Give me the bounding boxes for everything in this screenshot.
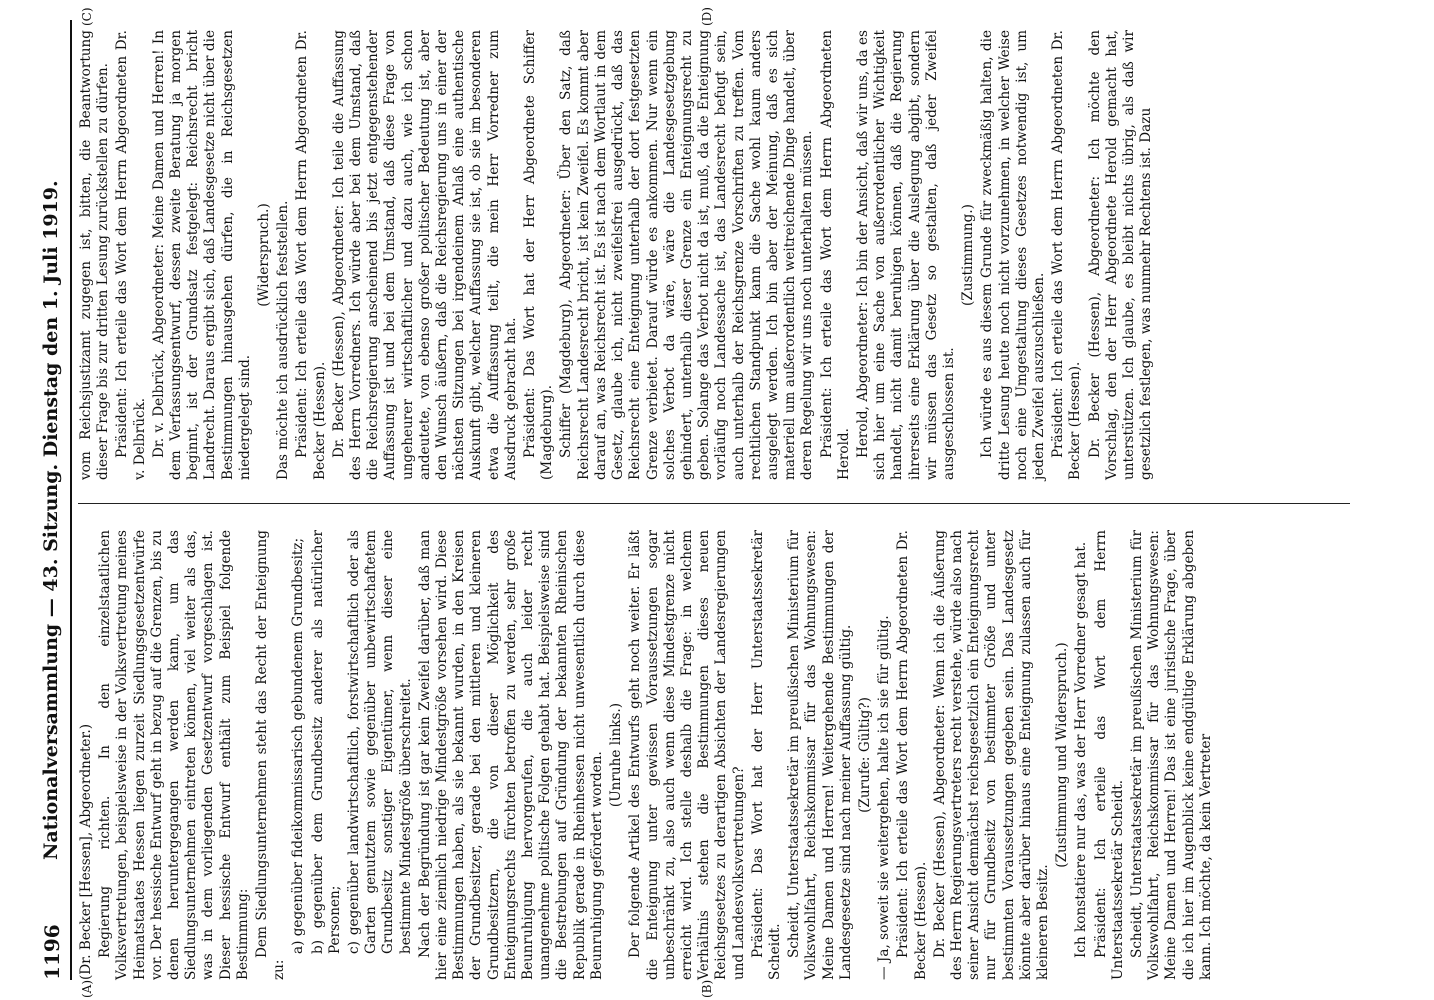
header-rule xyxy=(70,20,72,980)
left-paragraph: Ich konstatiere nur das, was der Herr Vorredner gesagt hat. xyxy=(1073,541,1090,958)
left-paragraph: (Dr. Becker [Hessen], Abgeordneter.) xyxy=(78,723,94,980)
margin-marker-b: (B) xyxy=(700,979,714,998)
left-paragraph: — Ja, soweit sie weitergehen, halte ich sie für gültig. xyxy=(876,615,893,980)
right-paragraph: Dr. Becker (Hessen), Abgeordneter: Ich teile die Auffassung des Herrn Vorredners. Ich würde aber bei dem Umstand, daß die Reichsregierung anscheinend bis jetzt entgegenstehender Auffassung ist und bei dem Umstand, daß diese Frage von ungeheurer wirtschaftlicher und dazu auch, wie ich schon andeutete, von ebenso großer politischer Bedeutung ist, aber den Wunsch äußern, daß die Reichsregierung uns in einer der nächsten Sitzungen bei irgendeinem Anlaß eine authentische Auskunft gibt, welcher Auffassung sie ist, ob sie im besonderen etwa die Auffassung teilt, die mein Herr Vorredner zum Ausdruck gebracht hat. xyxy=(330,30,519,480)
margin-marker-c: (C) xyxy=(80,7,94,26)
left-paragraph: (Zustimmung und Widerspruch.) xyxy=(1054,642,1071,868)
right-paragraph: Schiffer (Magdeburg), Abgeordneter: Über den Satz, daß Reichsrecht Landesrecht bricht, ist kein Zweifel. Es kommt aber darauf an, was Reichsrecht ist. Es ist nach dem Wortlaut in dem Gesetz, glaube ich, nicht zweifelsfrei ausgedrückt, daß das Reichsrecht eine Enteignung unterhalb der dort festgesetzten Grenze verbietet. Darauf würde es ankommen. Nur wenn ein solches Verbot da wäre, wäre die Landesgesetzgebung gehindert, unterhalb dieser Grenze ein Enteignungsrecht zu geben. Solange das Verbot nicht da ist, muß, da die Enteignung vorläufig noch Landessache ist, das Landesrecht befugt sein, auch unterhalb der Reichsgrenze Vorschriften zu treffen. Vom rechtlichen Standpunkt kann die Sache wohl kaum anders ausgelegt werden. Ich bin aber der Meinung, daß es sich materiell um außerordentlich weitreichende Dinge handelt, über deren Regelung wir uns noch unterhalten müssen. xyxy=(558,30,816,480)
left-column xyxy=(78,530,1217,980)
right-paragraph: Präsident: Ich erteile das Wort dem Herrn Abgeordneten Dr. Becker (Hessen). xyxy=(294,30,328,480)
left-paragraph: Präsident: Das Wort hat der Herr Unterstaatssekretär Scheidt. xyxy=(749,530,783,980)
left-paragraph: Präsident: Ich erteile das Wort dem Herrn Unterstaatssekretär Scheidt. xyxy=(1092,530,1126,980)
left-paragraph: b) gegenüber dem Grundbesitz anderer als natürlicher Personen; xyxy=(309,530,343,954)
left-paragraph: c) gegenüber landwirtschaftlich, forstwirtschaftlich oder als Garten genutztem sowie gegenüber unbewirtschaftetem Grundbesitz sonstiger Eigentümer, wenn dieser eine bestimmte Mindestgröße überschreitet. xyxy=(346,530,414,954)
right-column xyxy=(78,30,1157,480)
left-paragraph: Dr. Becker (Hessen), Abgeordneter: Wenn ich die Äußerung des Herrn Regierungsvertreters recht verstehe, würde also nach seiner Ansicht demnächst reichsgesetzlich ein Enteignungsrecht nur für Grundbesitz von bestimmter Größe und unter bestimmten Voraussetzungen gegeben sein. Das Landesgesetz könnte aber darüber hinaus eine Enteignung zulassen auch für kleineren Besitz. xyxy=(931,530,1051,980)
left-paragraph: Nach der Begründung ist gar kein Zweifel darüber, daß man hier eine ziemlich niedrige Mindestgröße vorsehen wird. Diese Bestimmungen haben, als sie bekannt wurden, in den Kreisen der Grundbesitzer, gerade bei den mittleren und kleineren Grundbesitzern, die von dieser Möglichkeit des Enteignungsrechts fürchten betroffen zu werden, sehr große Beunruhigung hervorgerufen, die auch leider recht unangenehme politische Folgen gehabt hat. Beispielsweise sind die Bestrebungen auf Gründung der bekannten Rheinischen Republik gerade in Rheinhessen nicht unwesentlich durch diese Beunruhigung gefördert worden. xyxy=(416,530,605,980)
left-paragraph: (Unruhe links.) xyxy=(608,702,625,808)
margin-marker-d: (D) xyxy=(700,7,714,26)
right-paragraph: vom Reichsjustizamt zugegen ist, bitten, die Beantwortung dieser Frage bis zur dritten Lesung zurückstellen zu dürfen. xyxy=(78,30,112,480)
left-paragraph: (Zurufe: Gültig?) xyxy=(856,697,873,813)
left-paragraph: Regierung richten. In den einzelstaatlichen Volksvertretungen, beispielsweise in der Volksvertretung meines Heimatstaates Hessen liegen zurzeit Siedlungsgesetzentwürfe vor. Der hessische Entwurf geht in bezug auf die Grenzen, bis zu denen heruntergegangen werden kann, um das Siedlungsunternehmen eintreten können, viel weiter als das, was in dem vorliegenden Gesetzentwurf vorgeschlagen ist. Dieser hessische Entwurf enthält zum Beispiel folgende Bestimmung: xyxy=(97,530,251,980)
right-paragraph: (Widerspruch.) xyxy=(256,203,273,307)
page-title: Nationalversammlung — 43. Sitzung. Dienstag den 1. Juli 1919. xyxy=(40,180,62,860)
right-paragraph: Präsident: Ich erteile das Wort dem Herrn Abgeordneten Herold. xyxy=(818,30,852,480)
right-paragraph: Präsident: Ich erteile das Wort dem Herrn Abgeordneten Dr. v. Delbrück. xyxy=(114,30,148,480)
right-paragraph: Präsident: Das Wort hat der Herr Abgeordnete Schiffer (Magdeburg). xyxy=(522,30,556,480)
right-paragraph: Präsident: Ich erteile das Wort dem Herrn Abgeordneten Dr. Becker (Hessen). xyxy=(1050,30,1084,480)
left-paragraph: Der folgende Artikel des Entwurfs geht noch weiter. Er läßt die Enteignung unter gewissen Voraussetzungen sogar unbeschränkt zu, also auch wenn diese Mindestgrenze nicht erreicht wird. Ich stelle deshalb die Frage: in welchem Verhältnis stehen die Bestimmungen dieses neuen Reichsgesetzes zu derartigen Absichten der Landesregierungen und Landesvolksvertretungen? xyxy=(627,530,747,980)
right-paragraph: Herold, Abgeordneter: Ich bin der Ansicht, daß wir uns, da es sich hier um eine Sache von außerordentlicher Wichtigkeit handelt, nicht damit beruhigen können, daß die Regierung ihrerseits eine Erklärung über die Auslegung abgibt, sondern wir müssen das Gesetz so gestalten, daß jeder Zweifel ausgeschlossen ist. xyxy=(854,30,957,480)
column-divider xyxy=(78,503,1350,504)
margin-marker-a: (A) xyxy=(80,979,94,998)
right-paragraph: (Zustimmung.) xyxy=(960,204,977,306)
right-paragraph: Dr. Becker (Hessen), Abgeordneter: Ich möchte den Vorschlag, den der Herr Abgeordnete Herold gemacht hat, unterstützen. Ich glaube, es bleibt nichts übrig, als daß wir gesetzlich festlegen, was nunmehr Rechtens ist. Dazu xyxy=(1086,30,1155,480)
right-paragraph: Das möchte ich ausdrücklich feststellen. xyxy=(275,200,292,480)
left-paragraph: Scheidt, Unterstaatssekretär im preußischen Ministerium für Volkswohlfahrt, Reichskommissar für das Wohnungswesen: Meine Damen und Herren! Das ist eine juristische Frage, über die ich hier im Augenblick keine endgültige Erklärung abgeben kann. Ich möchte, da kein Vertreter xyxy=(1128,530,1214,980)
page-header xyxy=(40,20,70,980)
left-paragraph: Dem Siedlungsunternehmen steht das Recht der Enteignung zu: xyxy=(254,530,288,980)
right-paragraph: Ich würde es aus diesem Grunde für zweckmäßig halten, die dritte Lesung heute noch nicht vorzunehmen, in welcher Weise noch eine Umgestaltung dieses Gesetzes notwendig ist, um jeden Zweifel auszuschließen. xyxy=(979,30,1047,480)
left-paragraph: Präsident: Ich erteile das Wort dem Herrn Abgeordneten Dr. Becker (Hessen). xyxy=(895,530,929,980)
page-number: 1196 xyxy=(40,924,64,980)
left-paragraph: a) gegenüber fideikommissarisch gebundenem Grundbesitz; xyxy=(290,537,307,954)
right-paragraph: Dr. v. Delbrück, Abgeordneter: Meine Damen und Herren! In dem Verfassungsentwurf, dessen zweite Beratung ja morgen beginnt, ist der Grundsatz festgelegt: Reichsrecht bricht Landrecht. Daraus ergibt sich, daß Landesgesetze nicht über die Bestimmungen hinausgehen dürfen, die in Reichsgesetzen niedergelegt sind. xyxy=(150,30,253,480)
left-paragraph: Scheidt, Unterstaatssekretär im preußischen Ministerium für Volkswohlfahrt, Reichskommissar für das Wohnungswesen: Meine Damen und Herren! Weitergehende Bestimmungen der Landesgesetze sind nach meiner Auffassung gültig. xyxy=(786,530,854,980)
digitization-credit xyxy=(1414,10,1430,990)
